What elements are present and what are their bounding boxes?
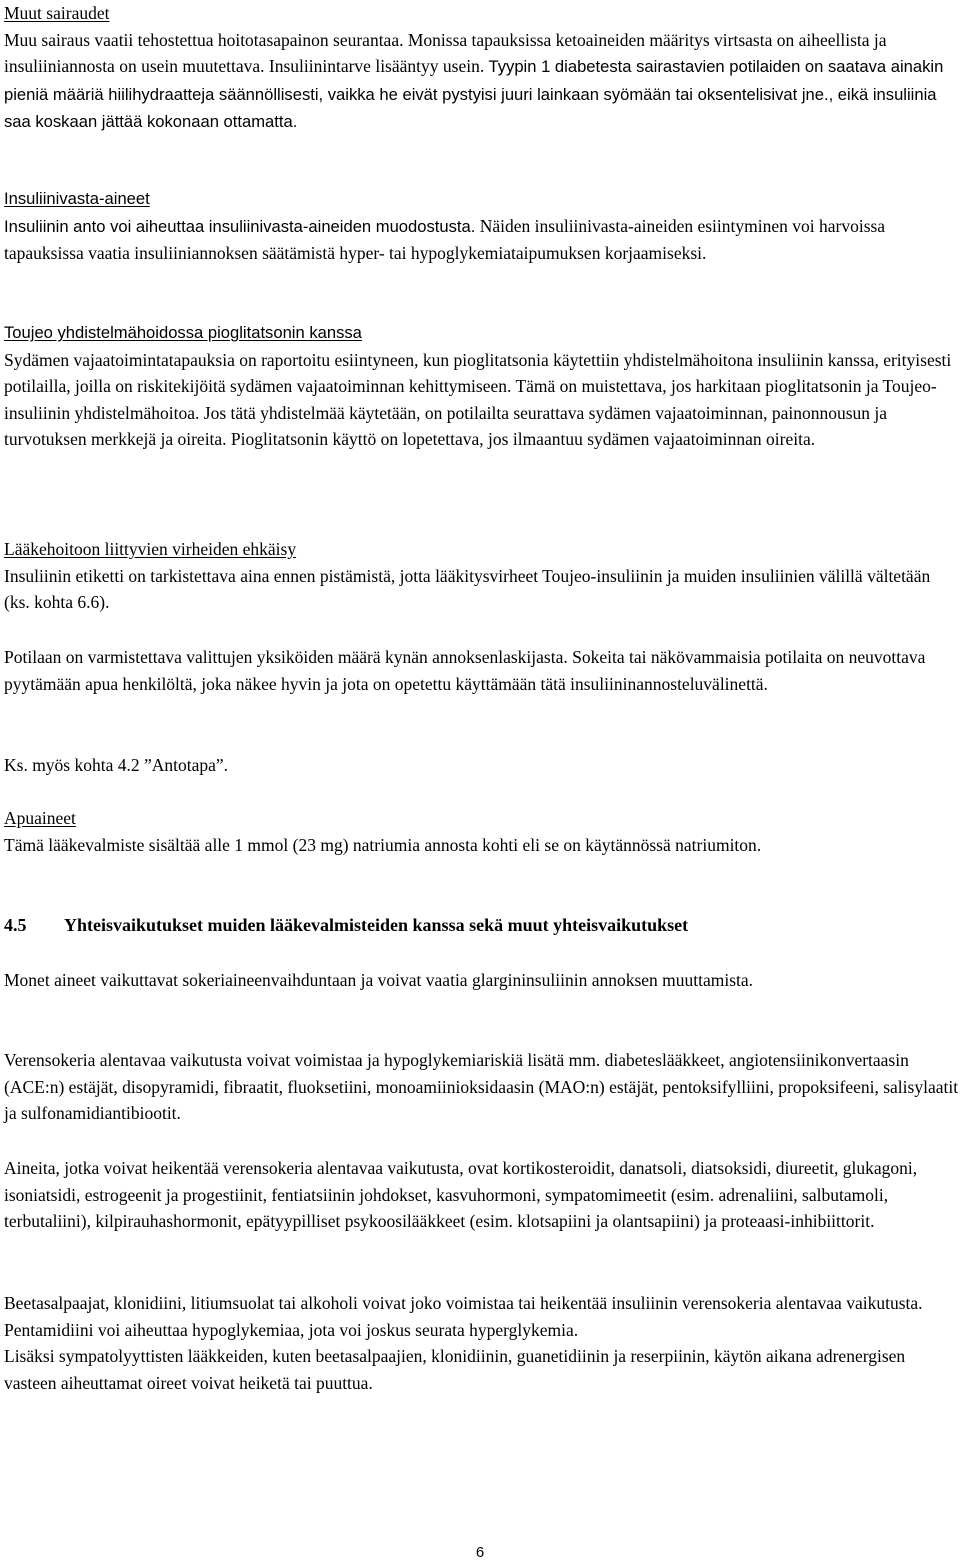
paragraph-interactions-2-text: Verensokeria alentavaa vaikutusta voivat voimistaa ja hypoglykemiariskiä lisätä mm. diabeteslääkkeet, angiotensiinikonvertaasin (ACE:n) estäjät, disopyramidi, fibraatit, fluoksetiini, monoamiinioksidaasin (MAO:n) estäjät, pentoksifylliini, propoksifeeni, salisylaatit ja sulfonamidiantibiootit. — [4, 1050, 959, 1123]
paragraph-annoksenlaskija-text: Potilaan on varmistettava valittujen yksiköiden määrä kynän annoksenlaskijasta. Sokeita tai näkövammaisia potilaita on neuvottava pyytämään apua henkilöltä, joka näkee hyvin ja jota on opetettu käyttämään tätä insuliininannosteluvälinettä. — [4, 647, 926, 694]
heading-apuaineet: Apuaineet — [4, 808, 76, 828]
paragraph-apuaineet: Tämä lääkevalmiste sisältää alle 1 mmol (23 mg) natriumia annosta kohti eli se on käytännössä natriumiton. — [4, 834, 762, 855]
paragraph-ks-antotapa — [4, 752, 960, 779]
paragraph-etiketti: Insuliinin etiketti on tarkistettava aina ennen pistämistä, jotta lääkitysvirheet Toujeo-insuliinin ja muiden insuliinien välillä vältetään (ks. kohta 6.6). — [4, 565, 931, 612]
section-toujeo-pioglitatsoni — [4, 320, 960, 453]
heading-toujeo-pioglitatsoni: Toujeo yhdistelmähoidossa pioglitatsonin kanssa — [4, 323, 362, 342]
paragraph-toujeo-pioglitatsoni: Sydämen vajaatoimintatapauksia on raportoitu esiintyneen, kun pioglitatsonia käytettiin yhdistelmähoitona insuliinin kanssa, erityisesti potilailla, joilla on riskitekijöitä sydämen vajaatoiminnan kehittymiseen. Tämä on muistettava, jos harkitaan pioglitatsonin ja Toujeo-insuliinin yhdistelmähoitoa. Jos tätä yhdistelmää käytetään, on potilailta seurattava sydämen vajaatoiminnan, painonnousun ja turvotuksen merkkejä ja oireita. Pioglitatsonin käyttö on lopetettava, jos ilmaantuu sydämen vajaatoiminnan oireita. — [4, 349, 952, 449]
paragraph-interactions-1-text: Monet aineet vaikuttavat sokeriaineenvaihduntaan ja voivat vaatia glargininsuliinin annoksen muuttamista. — [4, 970, 754, 990]
paragraph-annoksenlaskija — [4, 644, 960, 697]
paragraph-interactions-1 — [4, 967, 960, 994]
section-muut-sairaudet — [4, 0, 960, 136]
paragraph-interactions-3 — [4, 1155, 960, 1235]
section-4-5-number: 4.5 — [4, 915, 27, 935]
section-4-5-title: Yhteisvaikutukset muiden lääkevalmisteiden kanssa sekä muut yhteisvaikutukset — [64, 915, 689, 935]
paragraph-interactions-4 — [4, 1290, 960, 1396]
section-apuaineet — [4, 805, 960, 858]
heading-insuliinivasta-aineet: Insuliinivasta-aineet — [4, 189, 150, 208]
paragraph-insuliinivasta-aineet — [4, 213, 960, 267]
heading-muut-sairaudet: Muut sairaudet — [4, 3, 110, 23]
paragraph-ks-antotapa-text: Ks. myös kohta 4.2 ”Antotapa”. — [4, 755, 229, 775]
paragraph-muut-sairaudet-part1: Muu sairaus vaatii tehostettua hoitotasapainon seurantaa. Monissa tapauksissa ketoaineiden määritys virtsasta on aiheellista ja insuliiniannosta on usein muutettava. Insuliinintarve lisääntyy usein. — [4, 29, 887, 76]
paragraph-interactions-2 — [4, 1047, 960, 1127]
paragraph-muut-sairaudet-part2: Tyypin 1 diabetesta sairastavien potilaiden on saatava ainakin pieniä määriä hiilihydraatteja säännöllisesti, vaikka he eivät pystyisi juuri lainkaan syömään tai oksentelisivat jne., eikä insuliinia saa koskaan jättää kokonaan ottamatta. — [4, 57, 944, 131]
section-insuliinivasta-aineet — [4, 186, 960, 267]
paragraph-interactions-3-text: Aineita, jotka voivat heikentää verensokeria alentavaa vaikutusta, ovat kortikosteroidit, danatsoli, diatsoksidi, diureetit, glukagoni, isoniatsidi, estrogeenit ja progestiinit, fentiatsiinin johdokset, kasvuhormoni, sympatomimeetit (esim. adrenaliini, salbutamoli, terbutaliini), kilpirauhashormonit, epätyypilliset psykoosilääkkeet (esim. klotsapiini ja olantsapiini) ja proteaasi-inhibiittorit. — [4, 1158, 918, 1231]
section-4-5-heading — [4, 912, 688, 938]
paragraph-insuliinivasta-part2: Näiden insuliinivasta-aineiden esiintyminen voi harvoissa tapauksissa vaatia insuliiniannoksen säätämistä hyper- tai hypoglykemiataipumuksen korjaamiseksi. — [4, 215, 886, 263]
paragraph-interactions-5-text: Lisäksi sympatolyyttisten lääkkeiden, kuten beetasalpaajien, klonidiinin, guanetidiinin ja reserpiinin, käytön aikana adrenergisen vasteen aiheuttamat oireet voivat heiketä tai puuttua. — [4, 1346, 906, 1393]
section-laakehoito-virheet — [4, 536, 960, 616]
paragraph-interactions-4-text: Beetasalpaajat, klonidiini, litiumsuolat tai alkoholi voivat joko voimistaa tai heikentää insuliinin verensokeria alentavaa vaikutusta. Pentamidiini voi aiheuttaa hypoglykemiaa, jota voi joskus seurata hyperglykemia. — [4, 1293, 923, 1340]
paragraph-muut-sairaudet — [4, 27, 960, 136]
paragraph-insuliinivasta-part1: Insuliinin anto voi aiheuttaa insuliinivasta-aineiden muodostusta. — [4, 216, 476, 236]
heading-laakehoito-virheet: Lääkehoitoon liittyvien virheiden ehkäisy — [4, 539, 297, 559]
page-number: 6 — [475, 1544, 485, 1561]
